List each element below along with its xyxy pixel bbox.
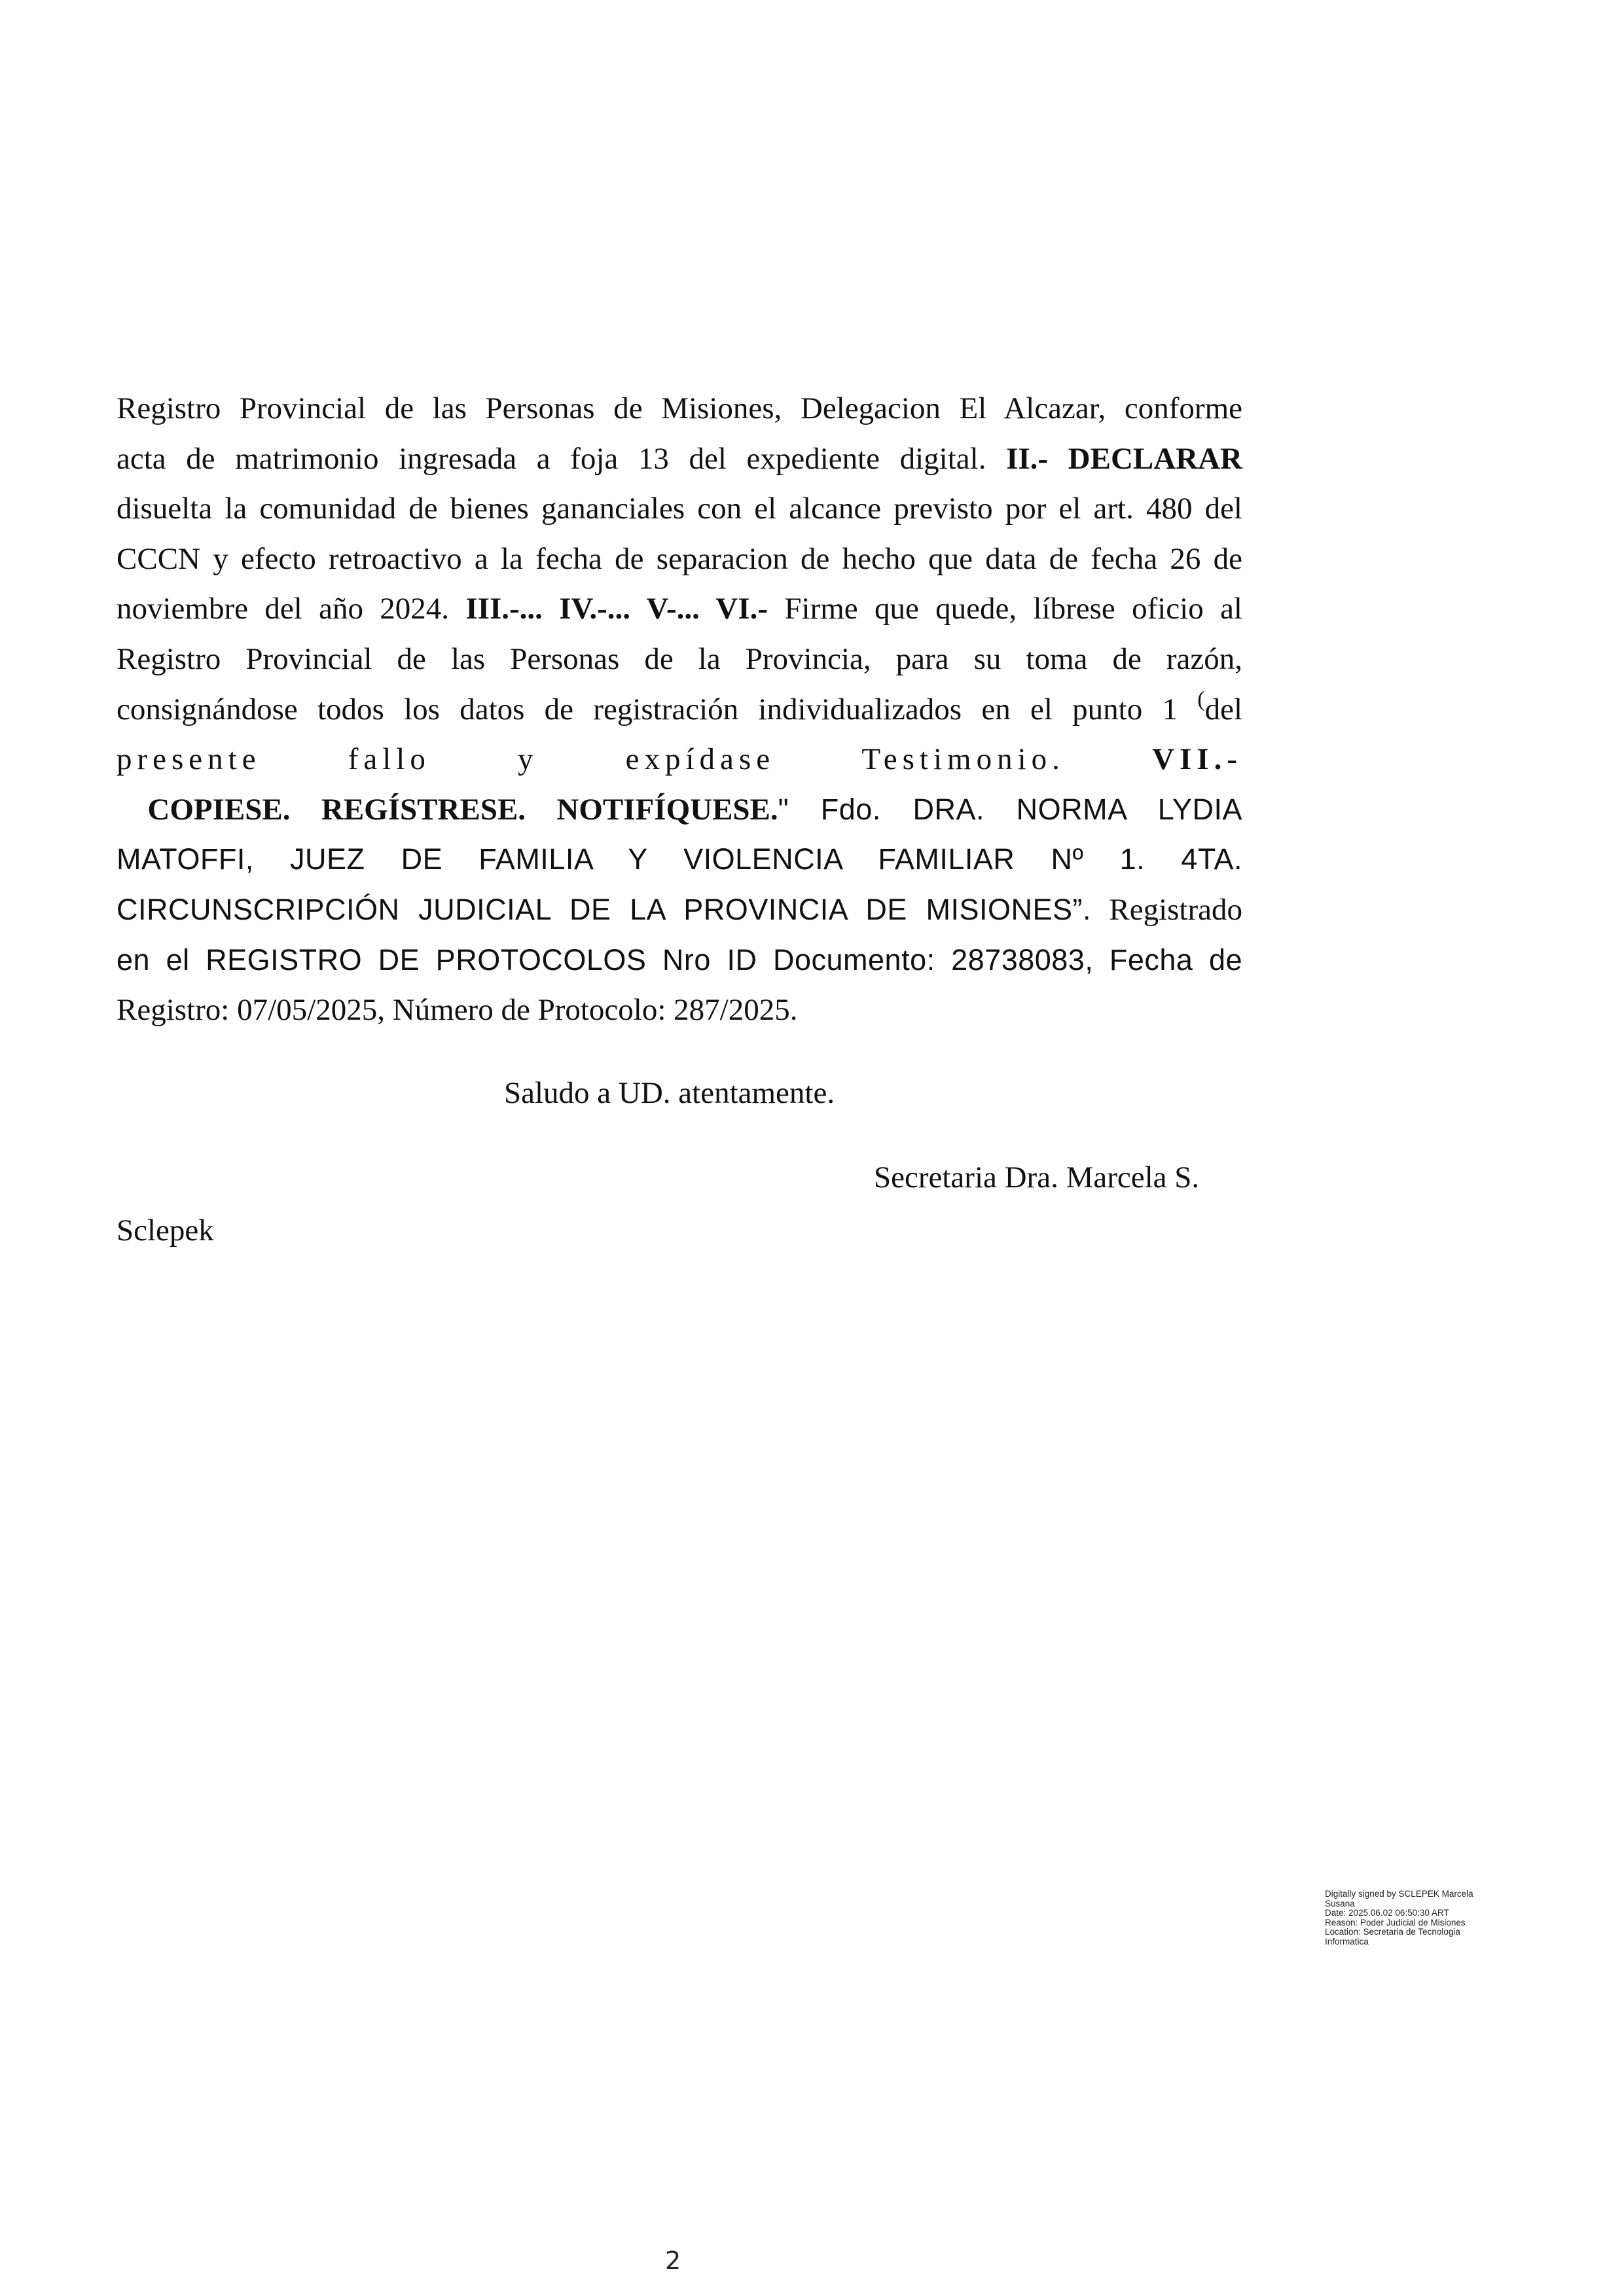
bold-heading: III.-... IV.-... V-... VI.- (465, 592, 768, 626)
text-segment: presente fallo y expídase Testimonio. (117, 742, 1065, 777)
text-segment: del (1204, 692, 1242, 726)
signature-line: Location: Secretaria de Tecnologia (1325, 1927, 1460, 1937)
signer-title: Secretaria Dra. Marcela S. (874, 1160, 1200, 1194)
text-segment: CCCN y efecto retroactivo a la fecha de separacion de hecho que data de fecha 26 de (117, 541, 1242, 576)
text-segment: acta de matrimonio ingresada a foja 13 del expediente digital. (117, 441, 1007, 476)
text-segment: Firme que quede, líbrese oficio al (768, 592, 1242, 626)
signature-line: Digitally signed by SCLEPEK Marcela (1325, 1889, 1473, 1899)
paragraph-line (117, 785, 1242, 835)
paragraph-line (117, 384, 1242, 434)
digital-signature-block (1325, 1890, 1515, 1946)
paragraph-line (117, 685, 1242, 735)
bold-heading: COPIESE. REGÍSTRESE. NOTIFÍQUESE. (147, 792, 778, 827)
bold-heading: VII.- (1152, 742, 1242, 777)
text-segment: " Fdo. DRA. NORMA LYDIA (778, 792, 1243, 826)
page-number: 2 (665, 2246, 681, 2275)
text-segment: en el REGISTRO DE PROTOCOLOS Nro ID Documento: 28738083, Fecha de (117, 942, 1242, 977)
signature-line: Susana (1325, 1898, 1355, 1909)
signature-line: Date: 2025.06.02 06:50:30 ART (1325, 1908, 1449, 1918)
superscript-mark: ( (1197, 687, 1205, 711)
text-segment: Registro Provincial de las Personas de la Provincia, para su toma de razón, (117, 641, 1242, 676)
paragraph-line (117, 634, 1242, 685)
paragraph-line (117, 935, 1242, 986)
signer-surname: Sclepek (117, 1213, 214, 1247)
text-segment: disuelta la comunidad de bienes gananciales con el alcance previsto por el art. 480 del (117, 492, 1242, 526)
paragraph-line (117, 534, 1242, 584)
paragraph-line (117, 584, 1242, 634)
greeting: Saludo a UD. atentamente. (504, 1076, 835, 1110)
text-segment: Registrado (1091, 892, 1242, 927)
paragraph-line (117, 834, 1242, 885)
paragraph-line (117, 434, 1242, 484)
paragraph-line (117, 484, 1242, 534)
paragraph-line (117, 885, 1242, 935)
paragraph-line (117, 734, 1242, 785)
text-segment: noviembre del año 2024. (117, 592, 466, 626)
text-segment: MATOFFI, JUEZ DE FAMILIA Y VIOLENCIA FAMILIAR Nº 1. 4TA. (117, 842, 1242, 876)
signature-line: Informatica (1325, 1936, 1369, 1946)
text-segment: consignándose todos los datos de registración individualizados en el punto 1 (117, 692, 1198, 726)
text-segment: Registro: 07/05/2025, Número de Protocolo: 287/2025. (117, 993, 798, 1028)
resolution-paragraph (117, 384, 1242, 1035)
text-segment: Registro Provincial de las Personas de Misiones, Delegacion El Alcazar, conforme (117, 391, 1242, 425)
bold-heading: II.- DECLARAR (1006, 441, 1243, 476)
text-segment: CIRCUNSCRIPCIÓN JUDICIAL DE LA PROVINCIA DE MISIONES”. (117, 892, 1092, 926)
signature-line: Reason: Poder Judicial de Misiones (1325, 1917, 1466, 1928)
paragraph-line (117, 985, 1242, 1035)
